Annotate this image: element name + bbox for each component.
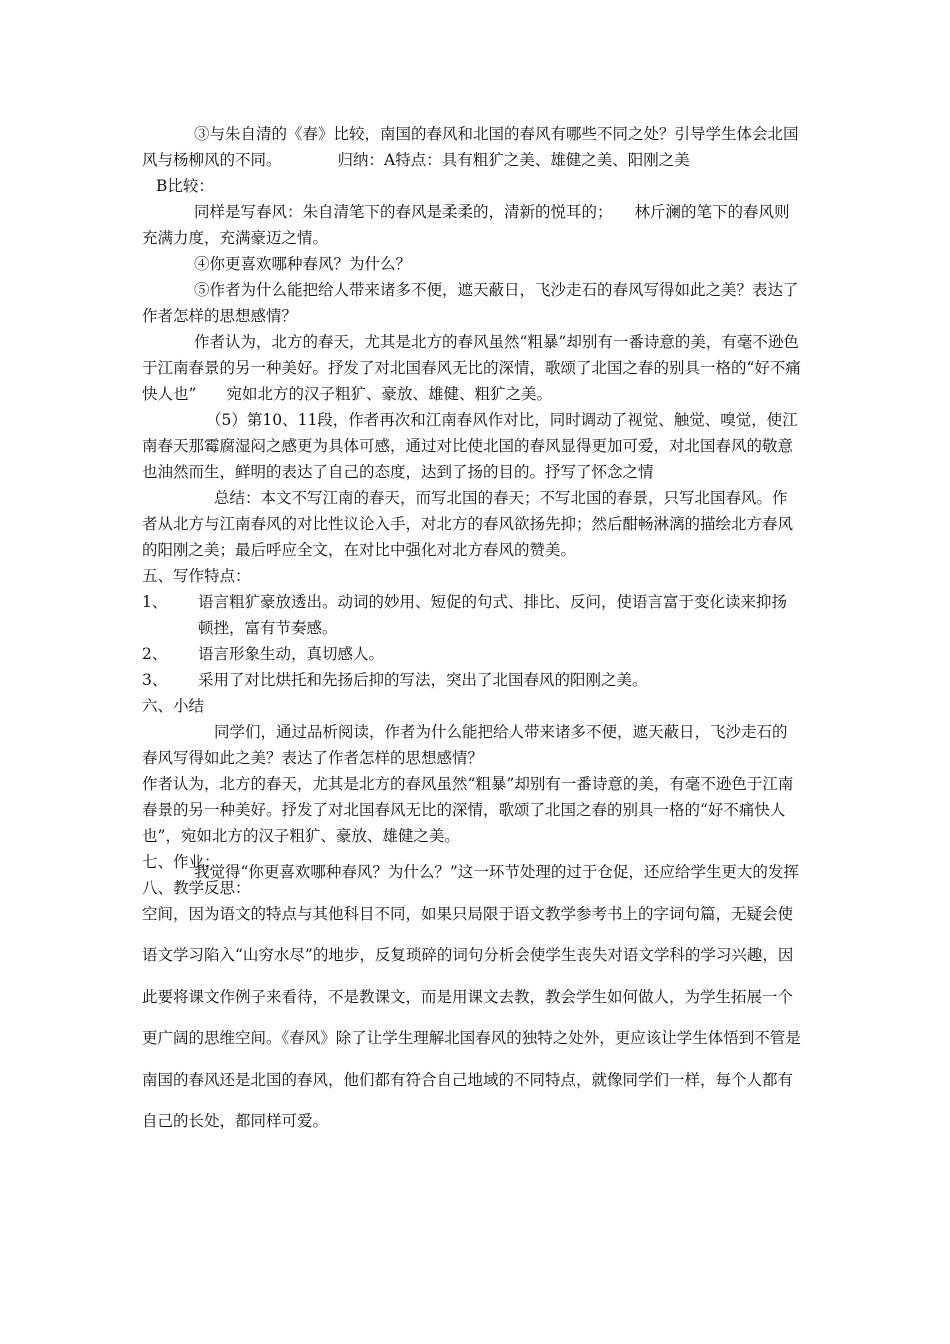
paragraph-author-view: [142, 329, 802, 407]
author-view-end: 宛如北方的汉子粗犷、豪放、雄健、粗犷之美。: [226, 385, 552, 403]
list-item: [142, 641, 802, 667]
compare-summary: 归纳：A特点：具有粗犷之美、雄健之美、阳刚之美: [337, 151, 690, 169]
paragraph-summary: 总结：本文不写江南的春天，而写北国的春天；不写北国的春景，只写北国春风。作者从北方与江南春风的对比性议论入手，对北方的春风欲扬先抑；然后酣畅淋漓的描绘北方春风的阳刚之美；最后呼应全文，在对比中强化对北方春风的赞美。: [142, 489, 794, 559]
heading-summary: 六、小结: [142, 697, 205, 715]
zhu-spring-text: 同样是写春风：朱自清笔下的春风是柔柔的，清新的悦耳的；: [194, 203, 613, 221]
list-item-number: 1、: [142, 593, 168, 611]
paragraph-question-5: ⑤作者为什么能把给人带来诸多不便，遮天蔽日，飞沙走石的春风写得如此之美？表达了作者怎样的思想感情？: [142, 281, 799, 325]
heading-writing-features: 五、写作特点：: [142, 567, 251, 585]
list-item-text: 语言形象生动，真切感人。: [198, 645, 385, 663]
paragraph-class-question: 同学们，通过品析阅读，作者为什么能把给人带来诸多不便，遮天蔽日，飞沙走石的春风写得如此之美？表达了作者怎样的思想感情？: [142, 723, 788, 767]
paragraph-question-4: ④你更喜欢哪种春风？为什么？: [194, 255, 412, 273]
heading-reflection: 八、教学反思：: [142, 879, 251, 897]
document-body: [142, 121, 802, 901]
compare-question: ③与朱自清的《春》比较，南国的春风和北国的春风有哪些不同之处？引导学生体会北国风与杨柳风的不同。: [142, 125, 799, 169]
list-item-number: 3、: [142, 671, 168, 689]
paragraph-class-answer: 作者认为，北方的春天，尤其是北方的春风虽然“粗暴”却别有一番诗意的美，有毫不逊色于江南春景的另一种美好。抒发了对北国春风无比的深情，歌颂了北国之春的别具一格的“好不痛快人也”，宛如北方的汉子粗犷、豪放、雄健之美。: [142, 775, 794, 845]
list-item-text: 语言粗犷豪放透出。动词的妙用、短促的句式、排比、反问，使语言富于变化读来抑扬顿挫，富有节奏感。: [198, 593, 788, 637]
paragraph-compare-b: B比较：: [156, 177, 214, 195]
heading-homework: 七、作业；: [142, 853, 220, 871]
author-view-text: 作者认为，北方的春天，尤其是北方的春风虽然“粗暴”却别有一番诗意的美，有毫不逊色于江南春景的另一种美好。抒发了对北国春风无比的深情，歌颂了北国之春的别具一格的“好不痛快人也”: [142, 333, 801, 403]
list-item: [142, 667, 802, 693]
lin-spring-text: 林斤澜的笔下的春风则充满力度，充满豪迈之情。: [142, 203, 790, 247]
reflection-section: [142, 852, 802, 1143]
paragraph-compare: [142, 121, 802, 173]
list-item-number: 2、: [142, 645, 168, 663]
paragraph-reflection: 我觉得“你更喜欢哪种春风？为什么？”这一环节处理的过于仓促，还应给学生更大的发挥空间，因为语文的特点与其他科目不同，如果只局限于语文教学参考书上的字词句篇，无疑会使语文学习陷入“山穷水尽”的地步，反复琐碎的词句分析会使学生丧失对语文学科的学习兴趣，因此要将课文作例子来看待，不是教课文，而是用课文去教，教会学生如何做人，为学生拓展一个更广阔的思维空间。《春风》除了让学生理解北国春风的独特之处外，更应该让学生体悟到不管是南国的春风还是北国的春风，他们都有符合自己地域的不同特点，就像同学们一样，每个人都有自己的长处，都同样可爱。: [142, 863, 801, 1130]
paragraph-same-spring: [142, 199, 802, 251]
paragraph-section-5: （5）第10、11段，作者再次和江南春风作对比，同时调动了视觉、触觉、嗅觉，使江南春天那霉腐湿闷之感更为具体可感，通过对比使北国的春风显得更加可爱，对北国春风的敬意也油然而生，鲜明的表达了自己的态度，达到了扬的目的。抒写了怀念之情: [142, 411, 798, 481]
list-item: [142, 589, 802, 641]
list-item-text: 采用了对比烘托和先扬后抑的写法，突出了北国春风的阳刚之美。: [198, 671, 648, 689]
